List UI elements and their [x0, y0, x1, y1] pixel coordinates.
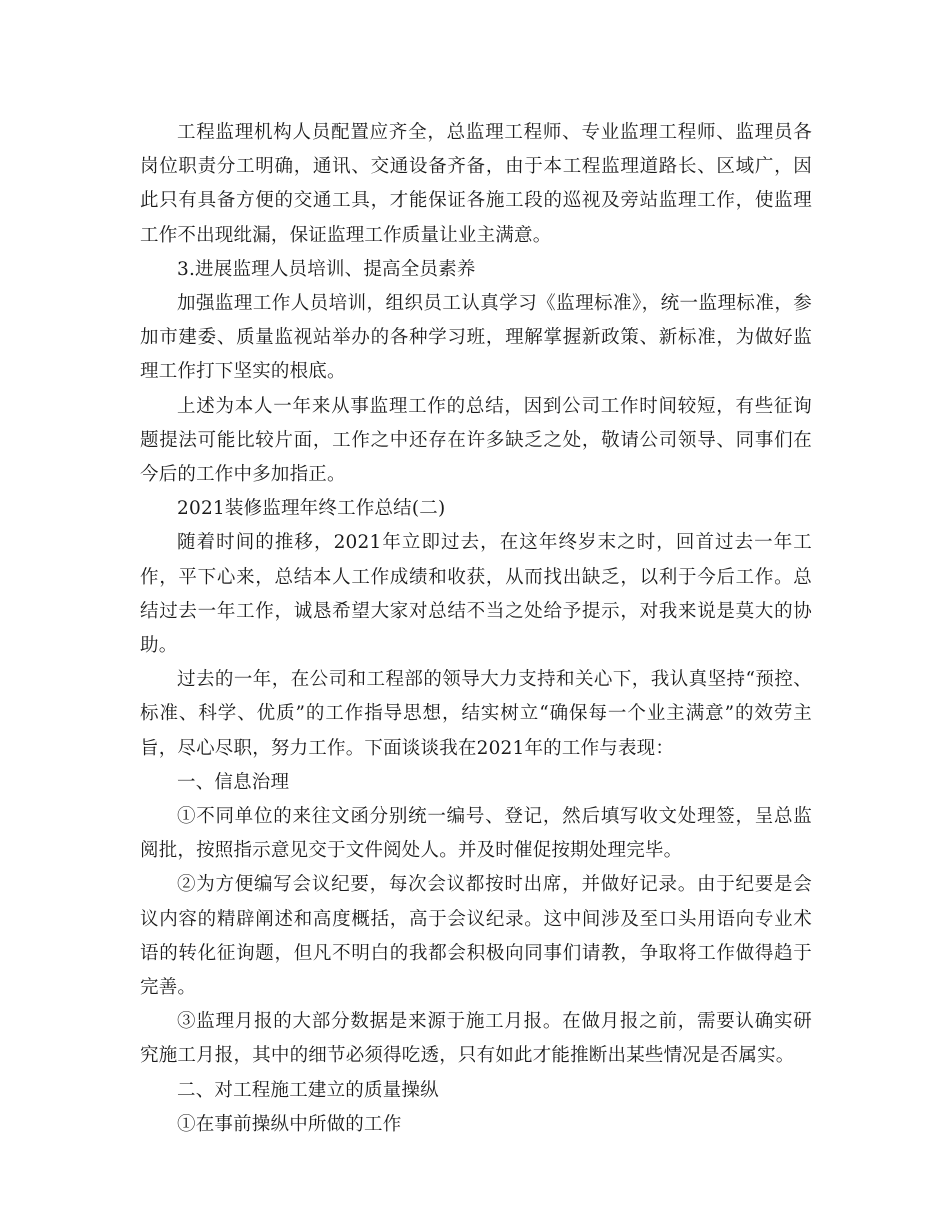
- paragraph-item-2: ②为方便编写会议纪要，每次会议都按时出席，并做好记录。由于纪要是会议内容的精辟阐述和高度概括，高于会议纪录。这中间涉及至口头用语向专业术语的转化征询题，但凡不明白的我都会积极向同事们请教，争取将工作做得趋于完善。: [140, 874, 812, 999]
- paragraph-guiding-idea: 过去的一年，在公司和工程部的领导大力支持和关心下，我认真坚持“预控、标准、科学、优质”的工作指导思想，结实树立“确保每一个业主满意”的效劳主旨，尽心尽职，努力工作。下面谈谈我在2021年的工作与表现：: [140, 669, 812, 759]
- heading-information-management: 一、信息治理: [177, 771, 290, 793]
- heading-quality-control: 二、对工程施工建立的质量操纵: [177, 1079, 439, 1101]
- heading-training: 3.进展监理人员培训、提高全员素养: [177, 258, 476, 280]
- paragraph-item-1: ①不同单位的来往文函分别统一编号、登记，然后填写收文处理签，呈总监阅批，按照指示意见交于文件阅处人。并及时催促按期处理完毕。: [140, 806, 812, 862]
- paragraph-summary-closing: 上述为本人一年来从事监理工作的总结，因到公司工作时间较短，有些征询题提法可能比较片面，工作之中还存在许多缺乏之处，敬请公司领导、同事们在今后的工作中多加指正。: [140, 395, 812, 486]
- paragraph-training: 加强监理工作人员培训，组织员工认真学习《监理标准》，统一监理标准，参加市建委、质量监视站举办的各种学习班，理解掌握新政策、新标准，为做好监理工作打下坚实的根底。: [140, 293, 812, 383]
- paragraph-item-3: ③监理月报的大部分数据是来源于施工月报。在做月报之前，需要认确实研究施工月报，其中的细节必须得吃透，只有如此才能推断出某些情况是否属实。: [140, 1011, 812, 1067]
- heading-pre-control: ①在事前操纵中所做的工作: [177, 1113, 402, 1135]
- paragraph-intro: 随着时间的推移，2021年立即过去，在这年终岁末之时，回首过去一年工作，平下心来，总结本人工作成绩和收获，从而找出缺乏，以利于今后工作。总结过去一年工作，诚恳希望大家对总结不当之处给予提示，对我来说是莫大的协助。: [140, 532, 812, 657]
- document-body: [140, 116, 812, 1142]
- paragraph-staffing: 工程监理机构人员配置应齐全，总监理工程师、专业监理工程师、监理员各岗位职责分工明确，通讯、交通设备齐备，由于本工程监理道路长、区域广，因此只有具备方便的交通工具，才能保证各施工段的巡视及旁站监理工作，使监理工作不出现纰漏，保证监理工作质量让业主满意。: [140, 122, 812, 246]
- heading-part-two: 2021装修监理年终工作总结(二): [177, 498, 446, 520]
